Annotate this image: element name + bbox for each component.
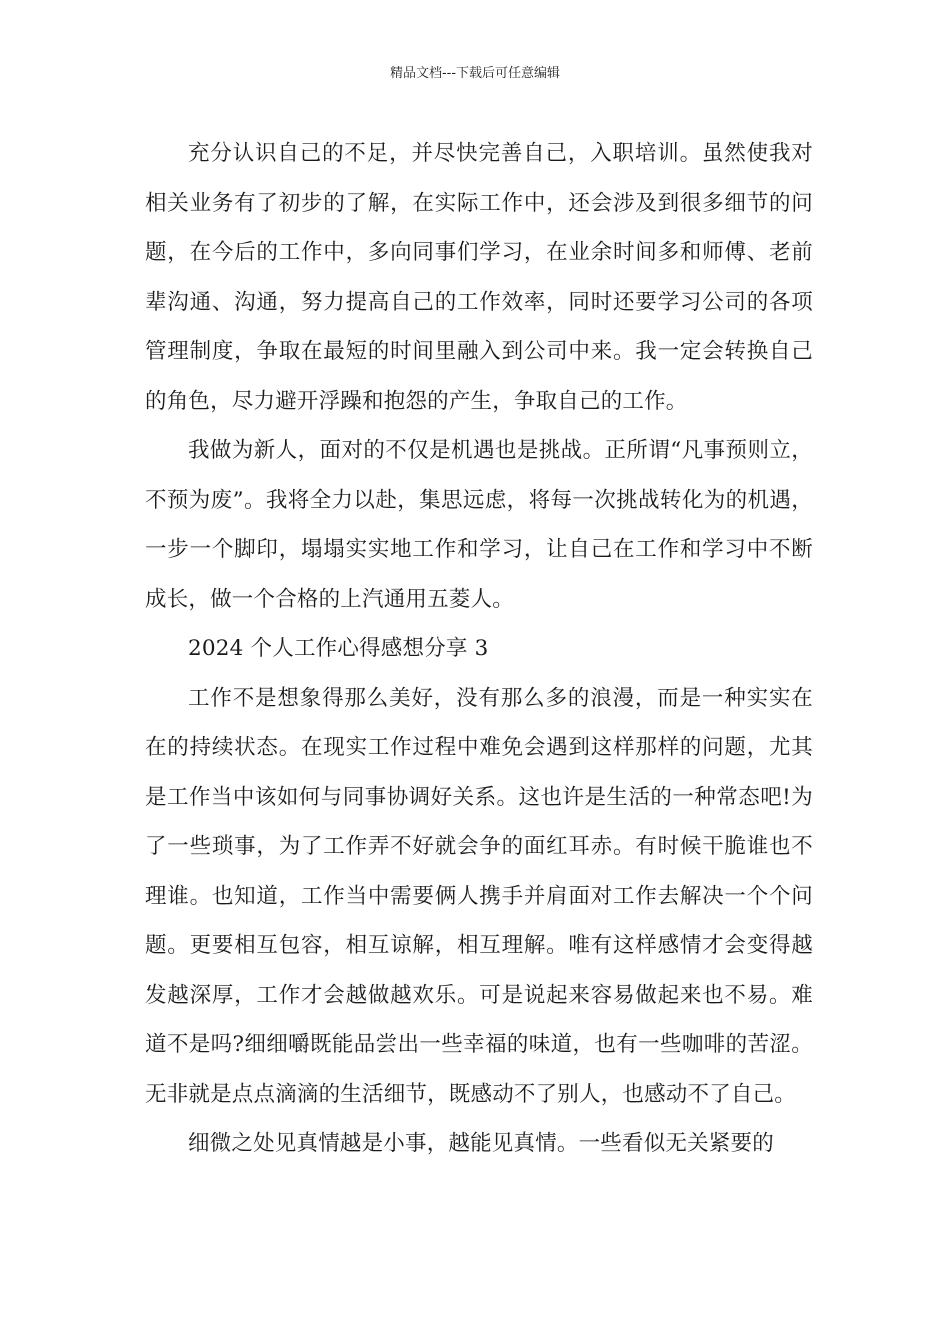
document-body bbox=[145, 129, 813, 1169]
page-header: 精品文档---下载后可任意编辑 bbox=[389, 66, 561, 81]
paragraph: 细微之处见真情越是小事，越能见真情。一些看似无关紧要的 bbox=[188, 1131, 774, 1156]
paragraph: 工作不是想象得那么美好，没有那么多的浪漫，而是一种实实在在的持续状态。在现实工作过程中难免会遇到这样那样的问题，尤其是工作当中该如何与同事协调好关系。这也许是生活的一种常态吧!为了一些琐事，为了工作弄不好就会争的面红耳赤。有时候干脆谁也不理谁。也知道，工作当中需要俩人携手并肩面对工作去解决一个个问题。更要相互包容，相互谅解，相互理解。唯有这样感情才会变得越发越深厚，工作才会越做越欢乐。可是说起来容易做起来也不易。难道不是吗?细细嚼既能品尝出一些幸福的味道，也有一些咖啡的苦涩。无非就是点点滴滴的生活细节，既感动不了别人，也感动不了自己。 bbox=[145, 685, 813, 1107]
section-heading: 2024 个人工作心得感想分享 3 bbox=[188, 636, 489, 661]
paragraph: 充分认识自己的不足，并尽快完善自己，入职培训。虽然使我对相关业务有了初步的了解，在实际工作中，还会涉及到很多细节的问题，在今后的工作中，多向同事们学习，在业余时间多和师傅、老前辈沟通、沟通，努力提高自己的工作效率，同时还要学习公司的各项管理制度，争取在最短的时间里融入到公司中来。我一定会转换自己的角色，尽力避开浮躁和抱怨的产生，争取自己的工作。 bbox=[145, 141, 813, 414]
paragraph: 我做为新人，面对的不仅是机遇也是挑战。正所谓“凡事预则立，不预为废”。我将全力以赴，集思远虑，将每一次挑战转化为的机遇，一步一个脚印，塌塌实实地工作和学习，让自己在工作和学习中不断成长，做一个合格的上汽通用五菱人。 bbox=[145, 438, 813, 612]
